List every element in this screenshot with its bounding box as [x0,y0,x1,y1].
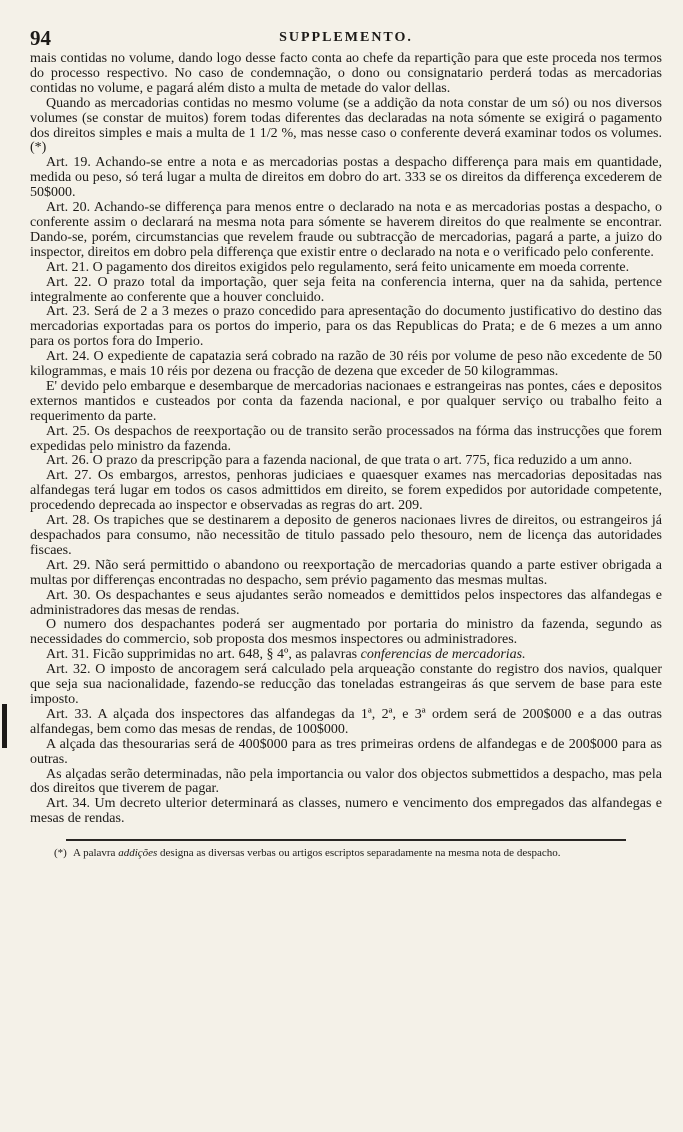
paragraph-text: E' devido pelo embarque e desembarque de mercadorias nacionaes e estrangeiras nas pontes, cáes e depositos externos mantidos e custeados por conta da fazenda nacional, e por qualquer serviço ou trabalho feito a requerimento da parte. [30,378,662,424]
paragraph-text: Art. 23. Será de 2 a 3 mezes o prazo concedido para apresentação do documento justificativo do destino das mercadorias exportadas para os portos do imperio, para os das Republicas do Prata; e de 6 mezes a um anno para os portos fora do Imperio. [30,304,662,350]
paragraph-text: Art. 28. Os trapiches que se destinarem a deposito de generos nacionaes livres de direitos, ou estrangeiros já despachados para consumo, não necessitão de titulo passado pelo thesouro, nem de licença das autoridades fiscaes. [30,513,662,558]
paragraph-text: O numero dos despachantes poderá ser augmentado por portaria do ministro da fazenda, segundo as necessidades do commercio, sob proposta dos mesmos inspectores ou administradores. [30,617,662,648]
paragraph-text: Art. 24. O expediente de capatazia será cobrado na razão de 30 réis por volume de peso não excedente de 50 kilogrammas, e mais 10 réis por dezena ou fracção de dezena que exceder de 50 kilogrammas. [30,349,662,380]
paragraph-text: Art. 22. O prazo total da importação, quer seja feita na conferencia interna, quer na da sahida, pertence integralmente ao conferente que a houver concluido. [30,274,662,305]
paragraph [30,514,662,559]
paragraph [30,52,662,97]
footnote-text-before: A palavra [72,847,116,860]
page-number: 94 [30,26,51,50]
paragraph-text: A alçada das thesourarias será de 400$000 para as tres primeiras ordens de alfandegas e de 200$000 para as outras. [30,736,662,767]
paragraph [30,559,662,589]
paragraph-text: Art. 29. Não será permittido o abandono ou reexportação de mercadorias quando a parte estiver obrigada a multas por differenças encontradas no despacho, sem prévio pagamento das mesmas multas. [30,557,662,588]
footnote-text-after: designa as diversas verbas ou artigos escriptos separadamente na mesma nota de despacho. [160,847,561,860]
running-title: SUPPLEMENTO. [279,30,413,45]
paragraph-text: Art. 25. Os despachos de reexportação ou de transito serão processados na fórma das instrucções que forem expedidas pelo ministro da fazenda. [30,423,662,454]
paragraph [30,738,662,768]
paragraph [30,768,662,798]
paragraph [30,648,662,663]
paragraph-text: Art. 32. O imposto de ancoragem será calculado pela arqueação constante do registro dos navios, qualquer que seja sua nacionalidade, fazendo-se reducção das toneladas estrangeiras ás que servem de base para este imposto. [30,662,662,707]
footnote-mark: (*) [54,847,67,860]
paragraph [30,261,662,276]
paragraph-text: Art. 20. Achando-se differença para menos entre o declarado na nota e as mercadorias postas a despacho, o conferente assim o declarará na mesma nota para sómente se haverem direitos do que realmente se encontrar. Dando-se, porém, circumstancias que revelem fraude ou subtracção de mercadorias, pagará a parte, a juizo do inspector, direitos em dobro pela differença que existir entre o declarado na nota e o verificado pelo conferente. [30,200,662,260]
paragraph [30,201,662,261]
document-page [30,26,662,860]
paragraph [30,618,662,648]
paragraph [30,380,662,425]
paragraph-italic-text: conferencias de mercadorias. [360,647,526,663]
paragraph [30,425,662,455]
paragraph-text: Art. 26. O prazo da prescripção para a fazenda nacional, de que trata o art. 775, fica reduzido a um anno. [46,453,633,469]
paragraph [30,97,662,157]
paragraph-text: Art. 31. Ficão supprimidas no art. 648, § 4º, as palavras [46,647,358,663]
paragraph-text: As alçadas serão determinadas, não pela importancia ou valor dos objectos submettidos a despacho, mas pela dos direitos que tiverem de pagar. [30,766,662,797]
paragraph-text: mais contidas no volume, dando logo desse facto conta ao chefe da repartição para que este proceda nos termos do processo respectivo. No caso de condemnação, o dono ou consignatario perderá todas as mercadorias contidas no volume, e pagará além disto a multa de metade do valor dellas. [30,51,662,96]
paragraph [30,708,662,738]
paragraph [30,797,662,827]
paragraph-text: Art. 21. O pagamento dos direitos exigidos pelo regulamento, será feito unicamente em moeda corrente. [46,259,630,275]
paragraph [30,589,662,619]
page-header [30,26,662,52]
paragraph [30,350,662,380]
paragraph-text: Art. 19. Achando-se entre a nota e as mercadorias postas a despacho differença para mais em quantidade, medida ou peso, só terá lugar a multa de direitos em dobro do art. 333 se os direitos da differença excederem de 50$000. [30,155,662,201]
body-text [30,52,662,827]
paragraph [30,469,662,514]
paragraph [30,454,662,469]
paragraph [30,663,662,708]
margin-ink-mark [2,704,7,748]
paragraph-text: Art. 33. A alçada dos inspectores das alfandegas da 1ª, 2ª, e 3ª ordem será de 200$000 e a das outras alfandegas, bem como das mesas de rendas, de 100$000. [30,706,662,737]
paragraph [30,156,662,201]
paragraph-text: Quando as mercadorias contidas no mesmo volume (se a addição da nota constar de um só) ou nos diversos volumes (se constar de muitos) forem todas diferentes das declaradas na nota sómente se exigirá o pagamento dos direitos simples e mais a multa de 1 1/2 %, mas nesse caso o conferente deverá examinar todos os volumes. (*) [30,95,662,156]
footnote [30,847,662,860]
paragraph-text: Art. 34. Um decreto ulterior determinará as classes, numero e vencimento dos empregados das alfandegas e mesas de rendas. [30,796,662,827]
footnote-italic-word: addições [118,847,158,860]
paragraph [30,276,662,306]
paragraph-text: Art. 27. Os embargos, arrestos, penhoras judiciaes e quaesquer exames nas mercadorias depositadas nas alfandegas terá lugar em todos os casos admittidos em direito, se forem expedidos por autoridade competente, procedendo deprecada ao inspector e observadas as regras do art. 209. [30,468,662,514]
footnote-rule [66,839,626,841]
paragraph [30,305,662,350]
paragraph-text: Art. 30. Os despachantes e seus ajudantes serão nomeados e demittidos pelos inspectores das alfandegas e administradores das mesas de rendas. [30,587,662,618]
